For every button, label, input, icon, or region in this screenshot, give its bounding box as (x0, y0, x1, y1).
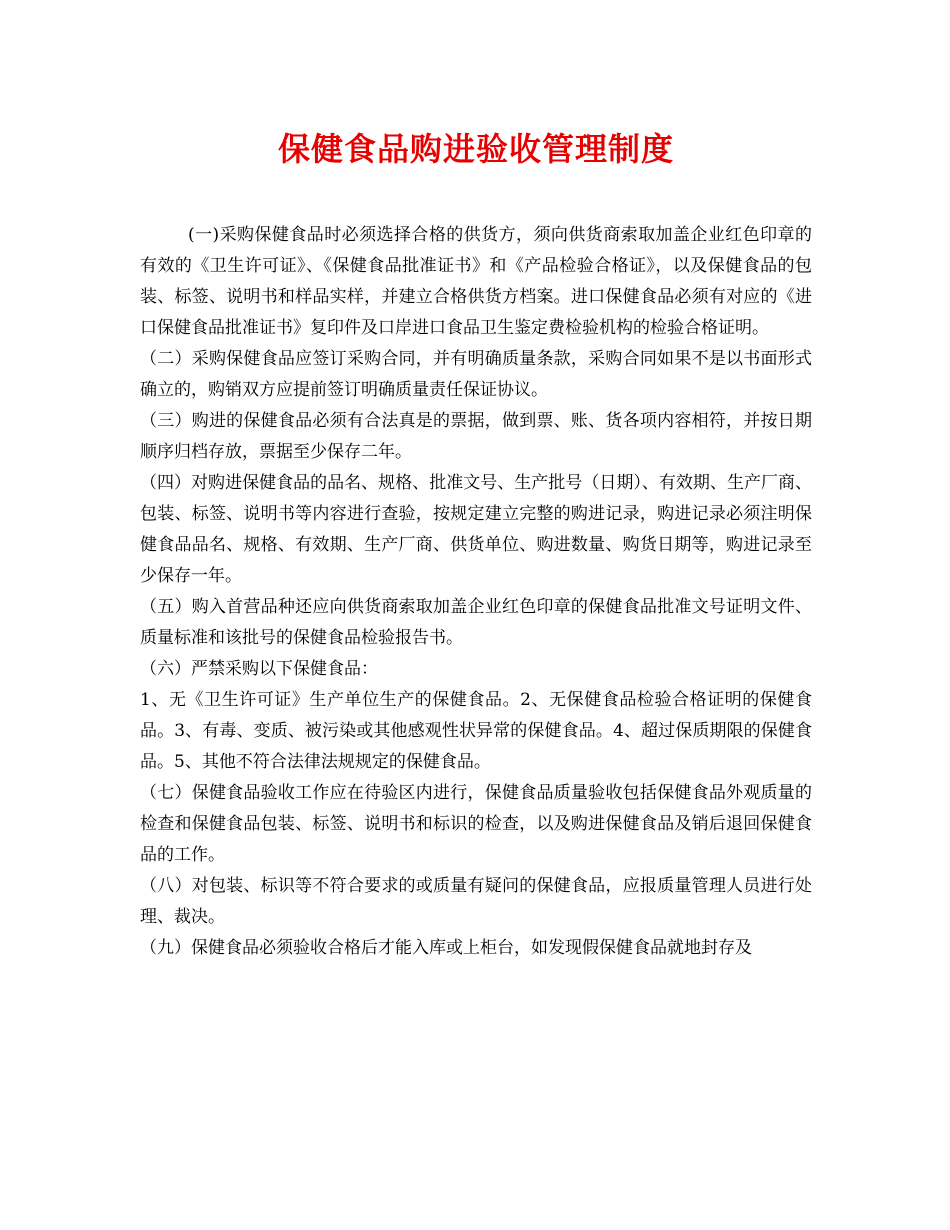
paragraph-3: （三）购进的保健食品必须有合法真是的票据，做到票、账、货各项内容相符，并按日期顺序归档存放，票据至少保存二年。 (140, 411, 812, 462)
paragraph-10: （九）保健食品必须验收合格后才能入库或上柜台，如发现假保健食品就地封存及 (140, 938, 752, 958)
paragraph-6: （六）严禁采购以下保健食品： (140, 659, 378, 679)
paragraph-7: 1、无《卫生许可证》生产单位生产的保健食品。2、无保健食品检验合格证明的保健食品。3、有毒、变质、被污染或其他感观性状异常的保健食品。4、超过保质期限的保健食品。5、其他不符合法律法规规定的保健食品。 (140, 690, 812, 772)
document-body (140, 220, 812, 964)
paragraph-9: （八）对包装、标识等不符合要求的或质量有疑问的保健食品，应报质量管理人员进行处理、裁决。 (140, 876, 812, 927)
document-title: 保健食品购进验收管理制度 (277, 130, 674, 168)
paragraph-5: （五）购入首营品种还应向供货商索取加盖企业红色印章的保健食品批准文号证明文件、质量标准和该批号的保健食品检验报告书。 (140, 597, 812, 648)
document-page (140, 124, 812, 964)
paragraph-1: (一)采购保健食品时必须选择合格的供货方，须向供货商索取加盖企业红色印章的有效的《卫生许可证》、《保健食品批准证书》和《产品检验合格证》，以及保健食品的包装、标签、说明书和样品实样，并建立合格供货方档案。进口保健食品必须有对应的《进口保健食品批准证书》复印件及口岸进口食品卫生鉴定费检验机构的检验合格证明。 (140, 225, 812, 338)
paragraph-2: （二）采购保健食品应签订采购合同，并有明确质量条款，采购合同如果不是以书面形式确立的，购销双方应提前签订明确质量责任保证协议。 (140, 349, 812, 400)
paragraph-4: （四）对购进保健食品的品名、规格、批准文号、生产批号（日期）、有效期、生产厂商、包装、标签、说明书等内容进行查验，按规定建立完整的购进记录，购进记录必须注明保健食品品名、规格、有效期、生产厂商、供货单位、购进数量、购货日期等，购进记录至少保存一年。 (140, 473, 812, 586)
paragraph-8: （七）保健食品验收工作应在待验区内进行，保健食品质量验收包括保健食品外观质量的检查和保健食品包装、标签、说明书和标识的检查，以及购进保健食品及销后退回保健食品的工作。 (140, 783, 812, 865)
